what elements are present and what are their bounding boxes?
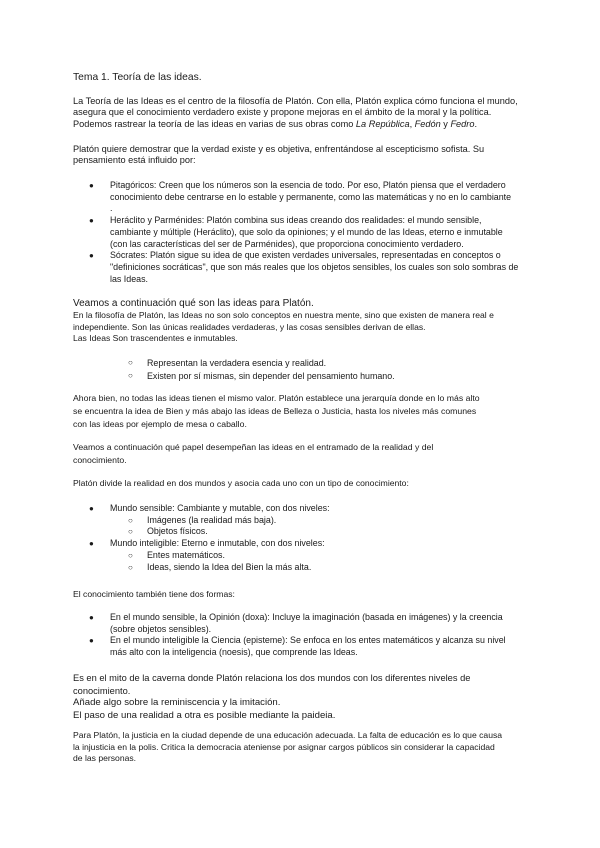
worlds-intro: Platón divide la realidad en dos mundos y asocia cada uno con un tipo de conocimiento: bbox=[73, 478, 409, 488]
bullet-icon: ● bbox=[89, 181, 94, 190]
bullet-icon: ● bbox=[89, 613, 94, 622]
list-item: ○ Ideas, siendo la Idea del Bien la más alta. bbox=[128, 561, 312, 572]
worlds-list bbox=[73, 503, 330, 573]
list-item: ● En el mundo inteligible la Ciencia (episteme): Se enfoca en los entes matemáticos y alcanza su nivel más alto con la inteligencia (noesis), que comprende las Ideas. bbox=[89, 635, 506, 658]
ideas-paragraph: Veamos a continuación qué son las ideas para Platón. En la filosofía de Platón, las Ideas no son solo conceptos en nuestra mente, sino que existen de manera real e independiente. Son las únicas realidades verdaderas, y las cosas sensibles derivan de ellas. Las Ideas Son trascendentes e inmutables. bbox=[73, 298, 494, 344]
work-fedon: Fedón bbox=[414, 118, 441, 129]
list-item: ○ Existen por sí mismas, sin depender del pensamiento humano. bbox=[128, 370, 395, 381]
works-line: Podemos rastrear la teoría de las ideas en varias de sus obras como La República, Fedón y Fedro. bbox=[73, 118, 478, 129]
hierarchy-paragraph: Ahora bien, no todas las ideas tienen el mismo valor. Platón establece una jerarquía donde en lo más alto se encuentra la idea de Bien y más abajo las ideas de Belleza o Justicia, hasta los niveles más comunes con las ideas por ejemplo de mesa o caballo. bbox=[73, 393, 480, 429]
document-title: Tema 1. Teoría de las ideas. bbox=[73, 72, 202, 83]
role-paragraph: Veamos a continuación qué papel desempeñan las ideas en el entramado de la realidad y del conocimiento. bbox=[73, 442, 434, 465]
list-item: ○ Entes matemáticos. bbox=[128, 549, 225, 560]
ideas-properties-list bbox=[73, 357, 395, 382]
bullet-icon: ● bbox=[89, 504, 94, 513]
circle-bullet-icon: ○ bbox=[128, 562, 133, 572]
bullet-icon: ● bbox=[89, 251, 94, 261]
list-item: ○ Objetos físicos. bbox=[128, 526, 208, 537]
list-item: ● Mundo inteligible: Eterno e inmutable, con dos niveles: bbox=[89, 538, 325, 549]
list-item: ● Pitagóricos: Creen que los números son la esencia de todo. Por eso, Platón piensa que el verdadero conocimiento debe centrarse en lo estable y permanente, como las matemáticas y no en lo cambiante . bbox=[89, 180, 512, 214]
list-item: ● Mundo sensible: Cambiante y mutable, con dos niveles: bbox=[89, 503, 330, 513]
circle-bullet-icon: ○ bbox=[128, 358, 133, 367]
circle-bullet-icon: ○ bbox=[128, 370, 133, 380]
list-item: ● En el mundo sensible, la Opinión (doxa): Incluye la imaginación (basada en imágenes) y la creencia (sobre objetos sensibles). bbox=[89, 612, 503, 634]
circle-bullet-icon: ○ bbox=[128, 527, 133, 537]
work-fedro: Fedro bbox=[450, 118, 475, 129]
truth-paragraph: Platón quiere demostrar que la verdad existe y es objetiva, enfrentándose al escepticismo sofista. Su pensamiento está influido por: bbox=[73, 144, 485, 166]
list-item: ○ Representan la verdadera esencia y realidad. bbox=[128, 358, 327, 368]
bullet-icon: ● bbox=[89, 636, 94, 646]
influences-list bbox=[73, 180, 518, 285]
knowledge-list bbox=[73, 612, 506, 659]
circle-bullet-icon: ○ bbox=[128, 515, 133, 525]
cave-paragraph: Es en el mito de la caverna donde Platón relaciona los dos mundos con los diferentes niveles de conocimiento. Añade algo sobre la reminiscencia y la imitación. El paso de una realidad a otra es posible mediante la paideia. bbox=[73, 673, 471, 721]
work-republica: La República bbox=[355, 118, 410, 129]
list-item: ○ Imágenes (la realidad más baja). bbox=[128, 514, 277, 525]
intro-paragraph: La Teoría de las Ideas es el centro de la filosofía de Platón. Con ella, Platón explica cómo funciona el mundo, asegura que el conocimiento verdadero existe y propone mejoras en el ámbito de la moral y la política. Podemos rastrear la teoría de las ideas en varias de sus obras como La República, Fedón y Fedro. bbox=[73, 96, 533, 130]
circle-bullet-icon: ○ bbox=[128, 550, 133, 560]
list-item: ● Sócrates: Platón sigue su idea de que existen verdades universales, representadas en conceptos o "definiciones socráticas", que son más reales que los objetos sensibles, los cuales son solo sombras de las Ideas. bbox=[89, 250, 519, 284]
bullet-icon: ● bbox=[89, 216, 94, 226]
list-item: ● Heráclito y Parménides: Platón combina sus ideas creando dos realidades: el mundo sensible, cambiante y múltiple (Heráclito), que solo da opiniones; y el mundo de las Ideas, eterno e inmutable (con las características del ser de Parménides), que proporciona conocimiento verdadero. bbox=[89, 215, 503, 249]
justice-paragraph: Para Platón, la justicia en la ciudad depende de una educación adecuada. La falta de educación es lo que causa la injusticia en la polis. Critica la democracia ateniense por asignar cargos públicos sin considerar la capacidad de las personas. bbox=[73, 730, 503, 764]
bullet-icon: ● bbox=[89, 539, 94, 549]
knowledge-intro: El conocimiento también tiene dos formas: bbox=[73, 589, 235, 599]
